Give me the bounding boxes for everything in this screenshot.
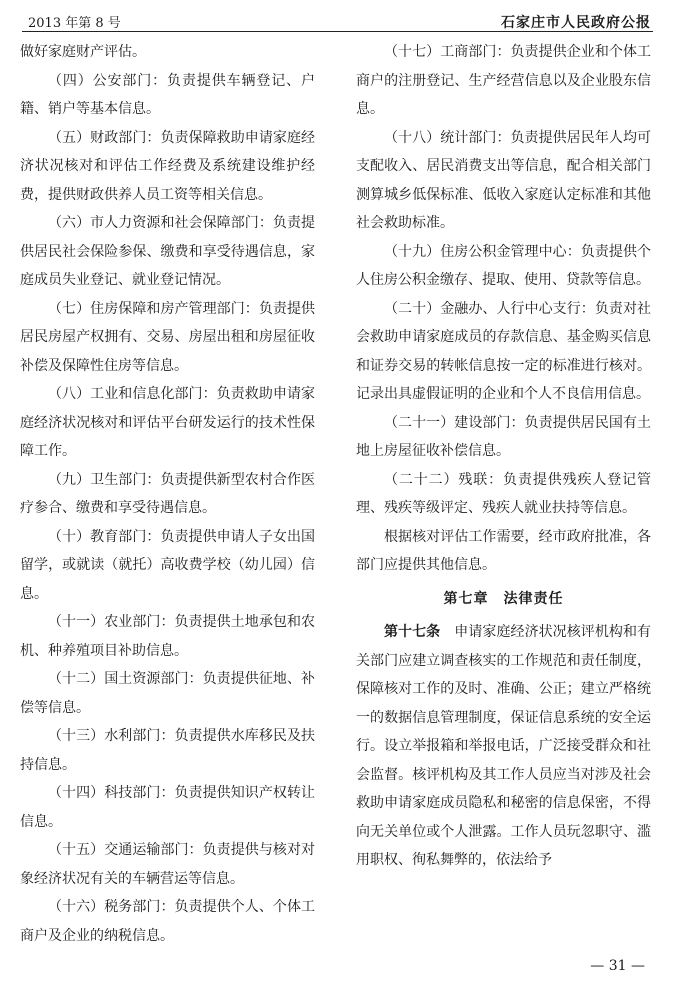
paragraph: （七）住房保障和房产管理部门：负责提供居民房屋产权拥有、交易、房屋出租和房屋征收补偿及保障性住房等信息。 <box>20 300 315 374</box>
paragraph: （六）市人力资源和社会保障部门：负责提供居民社会保险参保、缴费和享受待遇信息，家庭成员失业登记、就业登记情况。 <box>20 215 315 288</box>
issue-label: 2013 年第 8 号 <box>28 16 121 31</box>
page-header <box>22 8 653 32</box>
paragraph: （十一）农业部门：负责提供土地承包和农机、种养殖项目补助信息。 <box>20 614 315 659</box>
paragraph: （十）教育部门：负责提供申请人子女出国留学，或就读（就托）高收费学校（幼儿园）信息。 <box>20 528 315 602</box>
paragraph: （四）公安部门：负责提供车辆登记、户籍、销户等基本信息。 <box>20 72 315 117</box>
paragraph: （二十一）建设部门：负责提供居民国有土地上房屋征收补偿信息。 <box>356 414 651 459</box>
paragraph: （二十二）残联：负责提供残疾人登记管理、残疾等级评定、残疾人就业扶持等信息。 <box>356 471 651 516</box>
paragraph: （二十）金融办、人行中心支行：负责对社会救助申请家庭成员的存款信息、基金购买信息和证券交易的转帐信息按一定的标准进行核对。记录出具虚假证明的企业和个人不良信用信息。 <box>356 300 651 402</box>
header-divider <box>22 31 653 32</box>
paragraph: （十八）统计部门：负责提供居民年人均可支配收入、居民消费支出等信息，配合相关部门测算城乡低保标准、低收入家庭认定标准和其他社会救助标准。 <box>356 129 651 231</box>
article-label: 第十七条 <box>384 624 441 640</box>
paragraph: （九）卫生部门：负责提供新型农村合作医疗参合、缴费和享受待遇信息。 <box>20 471 315 516</box>
chapter-heading: 第七章 法律责任 <box>443 590 564 607</box>
paragraph: 根据核对评估工作需要，经市政府批准，各部门应提供其他信息。 <box>356 528 651 573</box>
paragraph: （十九）住房公积金管理中心：负责提供个人住房公积金缴存、提取、使用、贷款等信息。 <box>356 243 651 288</box>
right-column <box>356 38 651 875</box>
paragraph: （十五）交通运输部门：负责提供与核对对象经济状况有关的车辆营运等信息。 <box>20 842 315 887</box>
page-number: — 31 — <box>590 958 645 974</box>
article-paragraph <box>356 618 651 875</box>
paragraph: （十二）国土资源部门：负责提供征地、补偿等信息。 <box>20 671 315 716</box>
paragraph: （十六）税务部门：负责提供个人、个体工商户及企业的纳税信息。 <box>20 899 315 944</box>
paragraph: （十七）工商部门：负责提供企业和个体工商户的注册登记、生产经营信息以及企业股东信息。 <box>356 44 651 117</box>
left-column <box>20 38 315 950</box>
paragraph: （五）财政部门：负责保障救助申请家庭经济状况核对和评估工作经费及系统建设维护经费，提供财政供养人员工资等相关信息。 <box>20 129 315 203</box>
paragraph: （十三）水利部门：负责提供水库移民及扶持信息。 <box>20 728 315 773</box>
article-text: 申请家庭经济状况核评机构和有关部门应建立调查核实的工作规范和责任制度，保障核对工作的及时、准确、公正；建立严格统一的数据信息管理制度，保证信息系统的安全运行。设立举报箱和举报电话，广泛接受群众和社会监督。核评机构及其工作人员应当对涉及社会救助申请家庭成员隐私和秘密的信息保密，不得向无关单位或个人泄露。工作人员玩忽职守、滥用职权、徇私舞弊的，依法给予 <box>356 624 652 868</box>
publication-title: 石家庄市人民政府公报 <box>501 15 651 31</box>
paragraph: （十四）科技部门：负责提供知识产权转让信息。 <box>20 785 315 830</box>
paragraph: （八）工业和信息化部门：负责救助申请家庭经济状况核对和评估平台研发运行的技术性保障工作。 <box>20 386 315 459</box>
paragraph: 做好家庭财产评估。 <box>20 44 146 60</box>
